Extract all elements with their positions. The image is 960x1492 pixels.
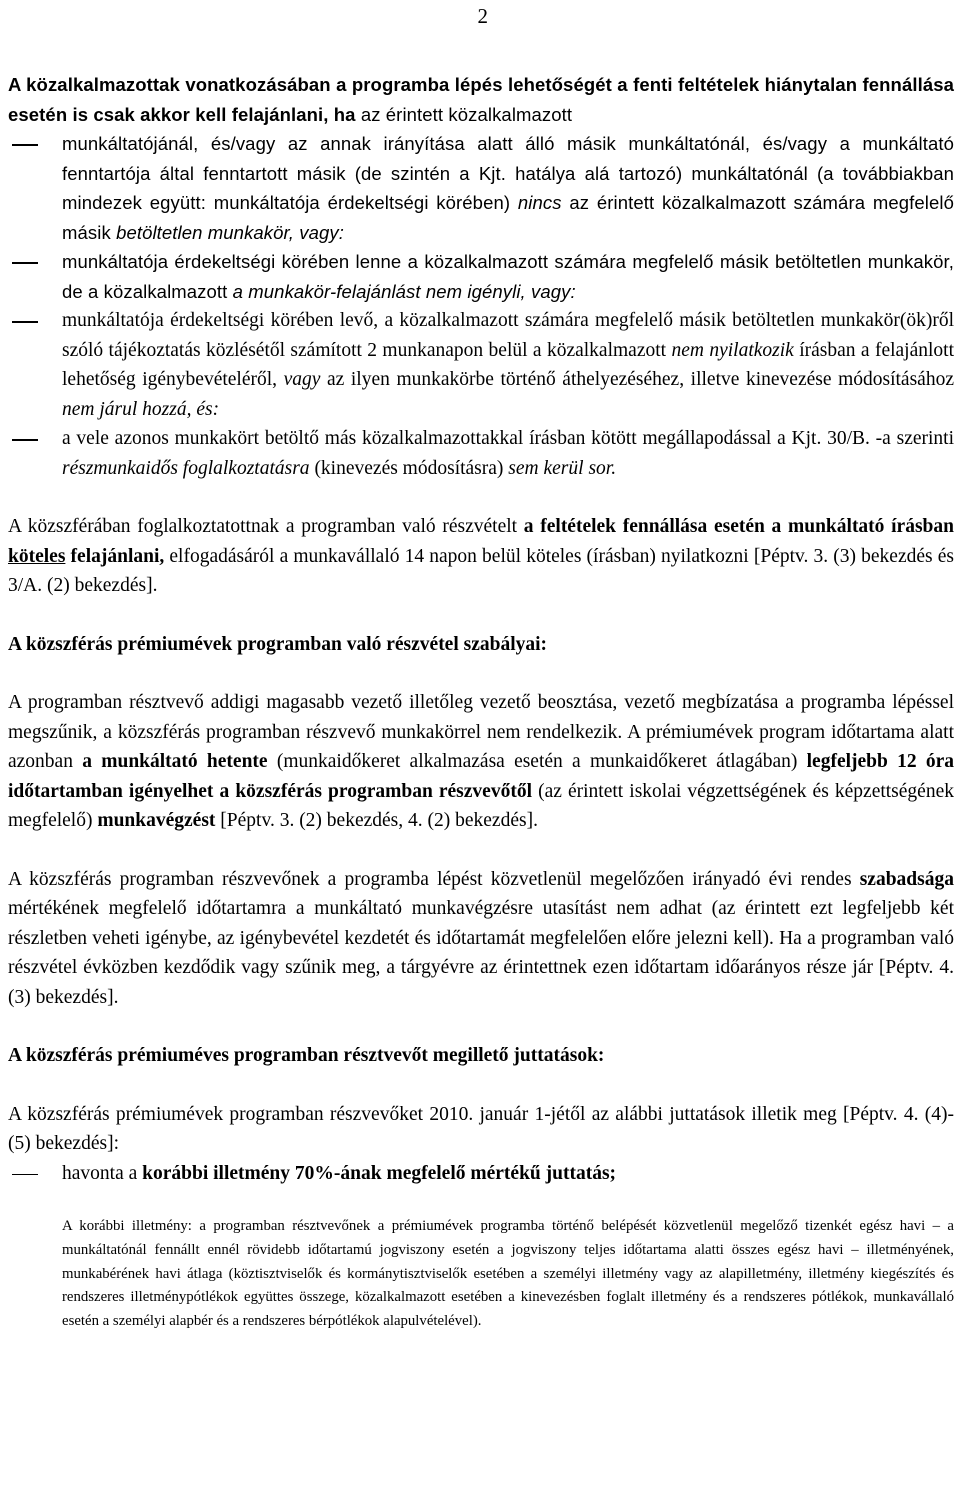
heading-benefits: A közszférás prémiuméves programban résztvevőt megillető juttatások:: [8, 1045, 605, 1066]
document-body: [8, 70, 954, 1334]
paragraph-work: A programban résztvevő addigi magasabb vezető illetőleg vezető beosztása, vezető megbízatása a programba lépéssel megszűnik, a közszférás programban részvevő munkakörrel nem rendelkezik. A prémiumévek program időtartama alatt azonban a munkáltató hetente (munkaidőkeret alkalmazása esetén a munkaidőkeret átlagában) legfeljebb 12 óra időtartamban igényelhet a közszférás programban részvevőtől (az érintett iskolai végzettségének és képzettségének megfelelő) munkavégzést [Péptv. 3. (2) bekezdés, 4. (2) bekezdés].: [8, 692, 955, 831]
paragraph-leave: A közszférás programban részvevőnek a programba lépést közvetlenül megelőzően irányadó évi rendes szabadsága mértékének megfelelő időtartamra a munkáltató munkavégzésre utasítást nem adhat (az érintett ezt legfeljebb két részletben veheti igénybe, az igénybevétel kezdetét és időtartamát megfelelően előre jelezni kell). Ha a programban való részvétel évközben kezdődik vagy szűnik meg, a tárgyévre az érintettnek ezen időtartam időarányos része jár [Péptv. 4. (3) bekezdés].: [8, 868, 954, 1008]
paragraph-offer: A közszférában foglalkoztatottnak a programban való részvételt a feltételek fennállása esetén a munkáltató írásban köteles felajánlani, elfogadásáról a munkavállaló 14 napon belül köteles (írásban) nyilatkozni [Péptv. 3. (3) bekezdés és 3/A. (2) bekezdés].: [8, 516, 954, 596]
paragraph-intro: A közalkalmazottak vonatkozásában a programba lépés lehetőségét a fenti feltételek hiánytalan fennállása esetén is csak akkor kell felajánlani, ha az érintett közalkalmazott: [8, 74, 954, 125]
paragraph-benefits: A közszférás prémiumévek programban részvevőket 2010. január 1-jétől az alábbi juttatások illetik meg [Péptv. 4. (4)-(5) bekezdés]:: [8, 1103, 954, 1154]
condition-item-2: munkáltatója érdekeltségi körében lenne a közalkalmazott számára megfelelő másik betöltetlen munkakör, de a közalkalmazott a munkakör-felajánlást nem igényli, vagy:: [8, 247, 954, 306]
condition-item-4: a vele azonos munkakört betöltő más közalkalmazottakkal írásban kötött megállapodással a Kjt. 30/B. -a szerinti részmunkaidős foglalkoztatásra (kinevezés módosításra) sem kerül sor.: [8, 424, 954, 483]
condition-item-3: munkáltatója érdekeltségi körében levő, a közalkalmazott számára megfelelő másik betöltetlen munkakör(ök)ről szóló tájékoztatás közlésétől számított 2 munkanapon belül a közalkalmazott nem nyilatkozik írásban a felajánlott lehetőség igénybevételéről, vagy az ilyen munkakörbe történő áthelyezéséhez, illetve kinevezése módosításához nem járul hozzá, és:: [8, 306, 954, 424]
footnote: A korábbi illetmény: a programban résztvevőnek a prémiumévek programba történő belépését közvetlenül megelőző tizenkét egész havi – a munkáltatónál fennállt ennél rövidebb időtartamú jogviszony esetén a jogviszony teljes időtartama alatti összes egész havi – illetményének, munkabérének havi átlaga (köztisztviselők és kormánytisztviselők esetében a személyi illetmény vagy az alapilletmény, illetmény kiegészítés és rendszeres illetménypótlékok együttes összege, közalkalmazott esetében a kinevezésben foglalt illetmény és a rendszeres pótlékok, munkavállaló esetén a személyi alapbér és a rendszeres bérpótlékok alapulvételével).: [62, 1218, 954, 1330]
page-number: 2: [477, 4, 488, 28]
heading-rules: A közszférás prémiumévek programban való részvétel szabályai:: [8, 633, 548, 655]
condition-item-1: munkáltatójánál, és/vagy az annak irányítása alatt álló másik munkáltatónál, és/vagy a munkáltató fenntartója által fenntartott másik (de szintén a Kjt. hatálya alá tartozó) munkáltatónál (a továbbiakban mindezek együtt: munkáltatója érdekeltségi körében) nincs az érintett közalkalmazott számára megfelelő másik betöltetlen munkakör, vagy:: [8, 129, 954, 247]
benefit-item-1: havonta a korábbi illetmény 70%-ának megfelelő mértékű juttatás;: [8, 1159, 954, 1189]
